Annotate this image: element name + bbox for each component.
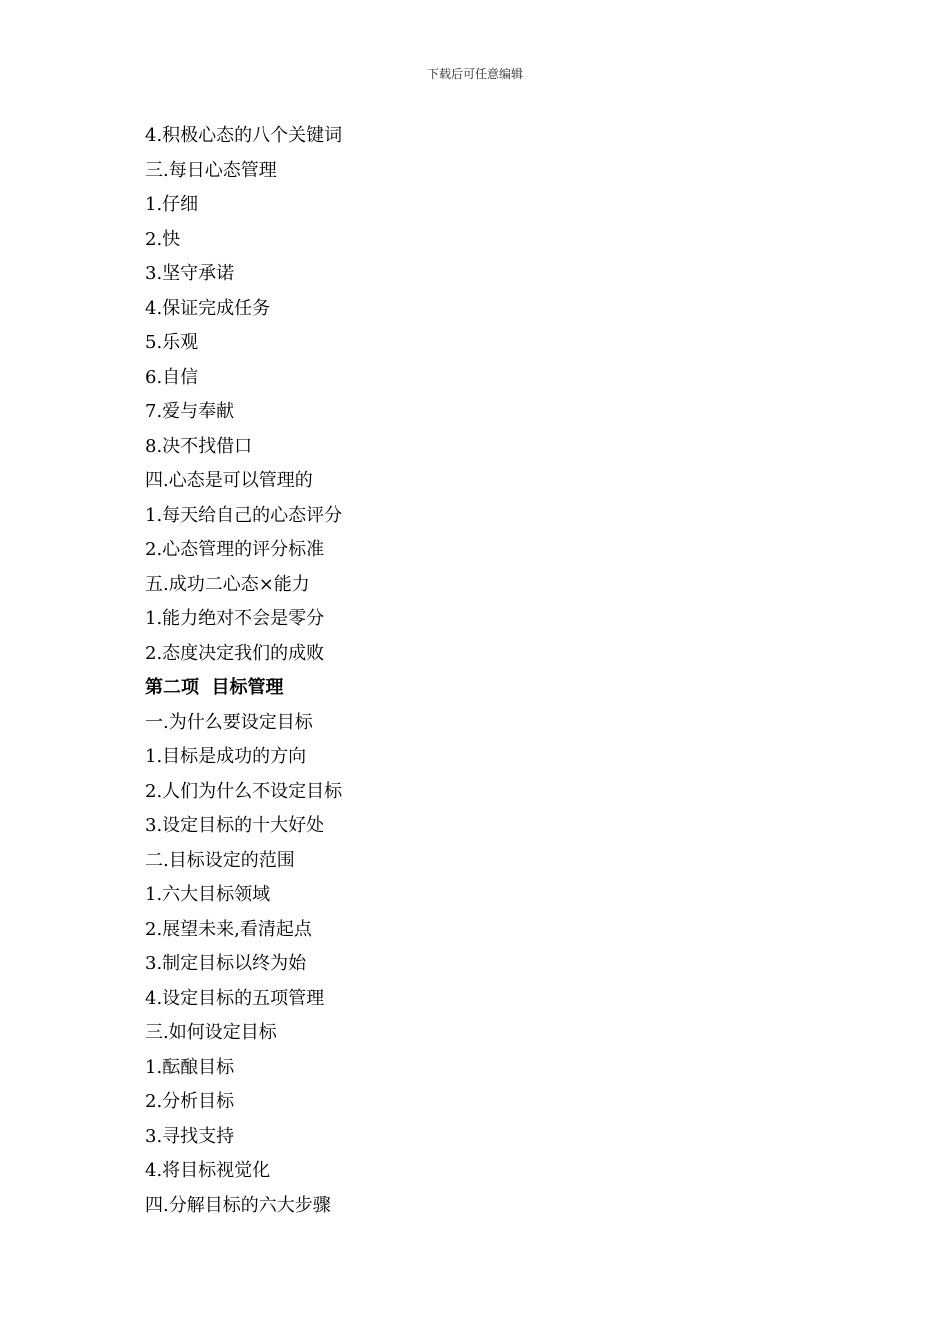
outline-line: 1.仔细 xyxy=(145,194,199,215)
outline-line: 2.人们为什么不设定目标 xyxy=(145,780,343,802)
page-header: 下载后可任意编辑 xyxy=(426,67,523,81)
outline-line: 1.能力绝对不会是零分 xyxy=(145,608,325,629)
outline-line: 1.酝酿目标 xyxy=(145,1056,235,1078)
outline-line: 3.设定目标的十大好处 xyxy=(145,815,325,836)
outline-line: 5.乐观 xyxy=(145,332,199,353)
outline-line: 4.设定目标的五项管理 xyxy=(145,987,325,1009)
outline-line: 8.决不找借口 xyxy=(145,435,253,457)
document-body xyxy=(145,119,845,1223)
outline-line: 2.快 xyxy=(145,228,181,250)
outline-line: 4.将目标视觉化 xyxy=(145,1160,271,1181)
outline-line: 1.目标是成功的方向 xyxy=(145,746,307,767)
outline-line: 五.成功二心态×能力 xyxy=(145,573,310,595)
outline-line: 四.心态是可以管理的 xyxy=(145,470,313,491)
outline-line: 1.每天给自己的心态评分 xyxy=(145,504,343,526)
outline-line: 一.为什么要设定目标 xyxy=(145,711,313,733)
outline-line: 7.爱与奉献 xyxy=(145,401,235,422)
outline-line: 1.六大目标领域 xyxy=(145,884,271,905)
section-heading: 第二项 目标管理 xyxy=(145,677,284,698)
outline-line: 二.目标设定的范围 xyxy=(145,849,295,871)
outline-line: 4.积极心态的八个关键词 xyxy=(145,125,343,146)
outline-line: 三.如何设定目标 xyxy=(145,1022,277,1043)
outline-line: 2.分析目标 xyxy=(145,1091,235,1112)
outline-line: 2.态度决定我们的成败 xyxy=(145,642,325,664)
outline-line: 四.分解目标的六大步骤 xyxy=(145,1194,331,1216)
outline-line: 6.自信 xyxy=(145,366,199,388)
outline-line: 2.心态管理的评分标准 xyxy=(145,539,325,560)
outline-line: 三.每日心态管理 xyxy=(145,159,277,181)
outline-line: 3.制定目标以终为始 xyxy=(145,953,307,974)
outline-line: 3.坚守承诺 xyxy=(145,263,235,284)
outline-line: 4.保证完成任务 xyxy=(145,297,271,319)
outline-line: 3.寻找支持 xyxy=(145,1125,235,1147)
outline-line: 2.展望未来,看清起点 xyxy=(145,918,312,940)
